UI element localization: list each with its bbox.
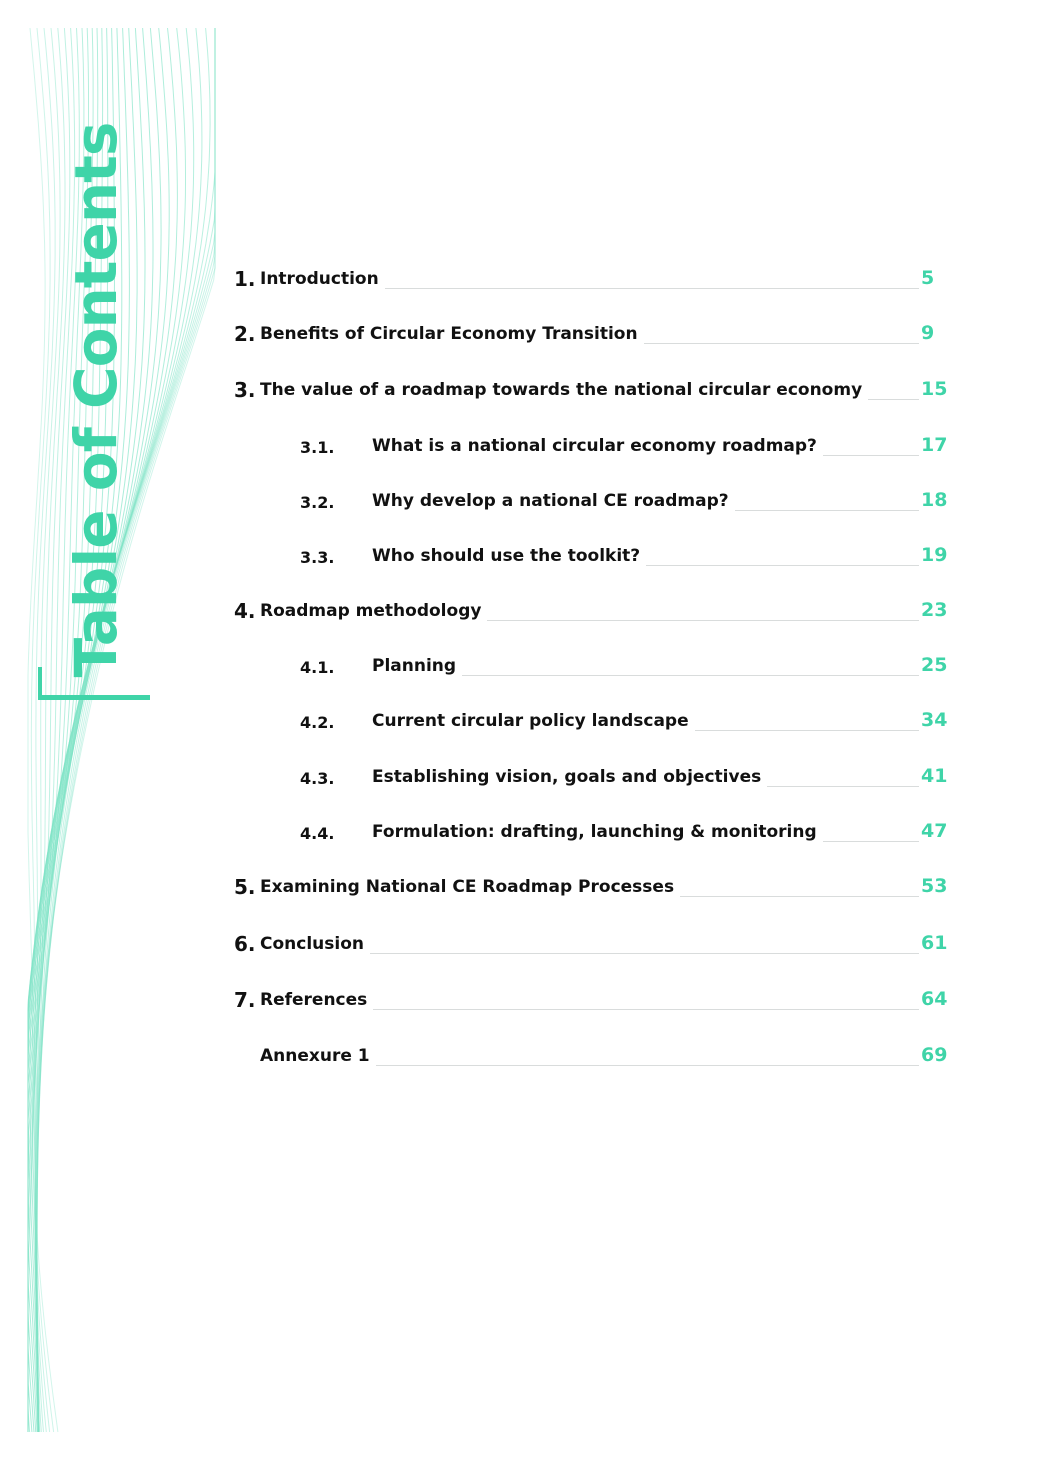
toc-leader-line: [767, 786, 919, 787]
page-title: Table of Contents: [62, 122, 130, 678]
toc-entry-page: 9: [921, 322, 935, 344]
toc-leader-line: [823, 841, 919, 842]
toc-entry-number: 4.1.: [300, 658, 335, 677]
toc-entry-page: 69: [921, 1044, 948, 1066]
toc-entry-label: The value of a roadmap towards the national circular economy: [260, 380, 863, 400]
toc-leader-line: [373, 1009, 919, 1010]
toc-entry-number: 3.3.: [300, 548, 335, 567]
toc-leader-line: [695, 730, 919, 731]
toc-entry-page: 19: [921, 544, 948, 566]
toc-entry[interactable]: [0, 486, 1049, 516]
toc-entry-page: 23: [921, 599, 948, 621]
toc-leader-line: [376, 1065, 919, 1066]
toc-entry[interactable]: [0, 762, 1049, 792]
toc-entry-page: 5: [921, 267, 935, 289]
toc-entry-label: Annexure 1: [260, 1046, 370, 1066]
toc-entry-number: 4.: [234, 599, 256, 623]
toc-entry[interactable]: [0, 596, 1049, 626]
toc-leader-line: [680, 896, 919, 897]
toc-entry-label: What is a national circular economy roadmap?: [372, 436, 817, 456]
toc-entry-page: 15: [921, 378, 948, 400]
toc-leader-line: [646, 565, 919, 566]
toc-entry[interactable]: [0, 431, 1049, 461]
toc-entry[interactable]: [0, 319, 1049, 349]
toc-entry[interactable]: [0, 817, 1049, 847]
toc-entry-label: Establishing vision, goals and objectives: [372, 767, 762, 787]
toc-leader-line: [462, 675, 919, 676]
toc-entry-number: 5.: [234, 875, 256, 899]
toc-entry-label: Conclusion: [260, 934, 364, 954]
toc-entry[interactable]: [0, 264, 1049, 294]
toc-entry[interactable]: [0, 985, 1049, 1015]
toc-entry-label: Who should use the toolkit?: [372, 546, 641, 566]
toc-leader-line: [487, 620, 919, 621]
toc-entry-page: 53: [921, 875, 948, 897]
toc-entry[interactable]: [0, 929, 1049, 959]
toc-entry-number: 1.: [234, 267, 256, 291]
toc-entry-label: Introduction: [260, 269, 379, 289]
toc-leader-line: [735, 510, 919, 511]
toc-entry-label: Formulation: drafting, launching & monitoring: [372, 822, 817, 842]
toc-entry[interactable]: [0, 706, 1049, 736]
toc-entry-number: 3.1.: [300, 438, 335, 457]
toc-entry-page: 25: [921, 654, 948, 676]
toc-entry-label: Examining National CE Roadmap Processes: [260, 877, 675, 897]
toc-leader-line: [868, 399, 919, 400]
toc-entry-number: 3.2.: [300, 493, 335, 512]
toc-leader-line: [823, 455, 919, 456]
toc-entry-number: 6.: [234, 932, 256, 956]
toc-entry-number: 4.3.: [300, 769, 335, 788]
toc-entry-number: 4.4.: [300, 824, 335, 843]
toc-entry-page: 17: [921, 434, 948, 456]
toc-leader-line: [644, 343, 919, 344]
toc-entry-label: Planning: [372, 656, 457, 676]
toc-entry-number: 2.: [234, 322, 256, 346]
toc-entry-number: 7.: [234, 988, 256, 1012]
toc-entry-page: 18: [921, 489, 948, 511]
toc-entry[interactable]: [0, 541, 1049, 571]
toc-entry-page: 61: [921, 932, 948, 954]
toc-leader-line: [370, 953, 919, 954]
toc-entry[interactable]: [0, 375, 1049, 405]
toc-entry-page: 34: [921, 709, 948, 731]
toc-entry-label: Why develop a national CE roadmap?: [372, 491, 729, 511]
toc-entry-label: Current circular policy landscape: [372, 711, 689, 731]
toc-entry-page: 47: [921, 820, 948, 842]
toc-entry[interactable]: [0, 872, 1049, 902]
toc-entry[interactable]: [0, 651, 1049, 681]
toc-entry-number: 3.: [234, 378, 256, 402]
toc-entry-label: Roadmap methodology: [260, 601, 482, 621]
toc-entry-page: 41: [921, 765, 948, 787]
toc-entry-number: 4.2.: [300, 713, 335, 732]
toc-entry-label: Benefits of Circular Economy Transition: [260, 324, 638, 344]
toc-entry[interactable]: [0, 1041, 1049, 1071]
toc-entry-page: 64: [921, 988, 948, 1010]
toc-leader-line: [385, 288, 919, 289]
title-accent-bar: [38, 695, 150, 700]
toc-entry-label: References: [260, 990, 368, 1010]
